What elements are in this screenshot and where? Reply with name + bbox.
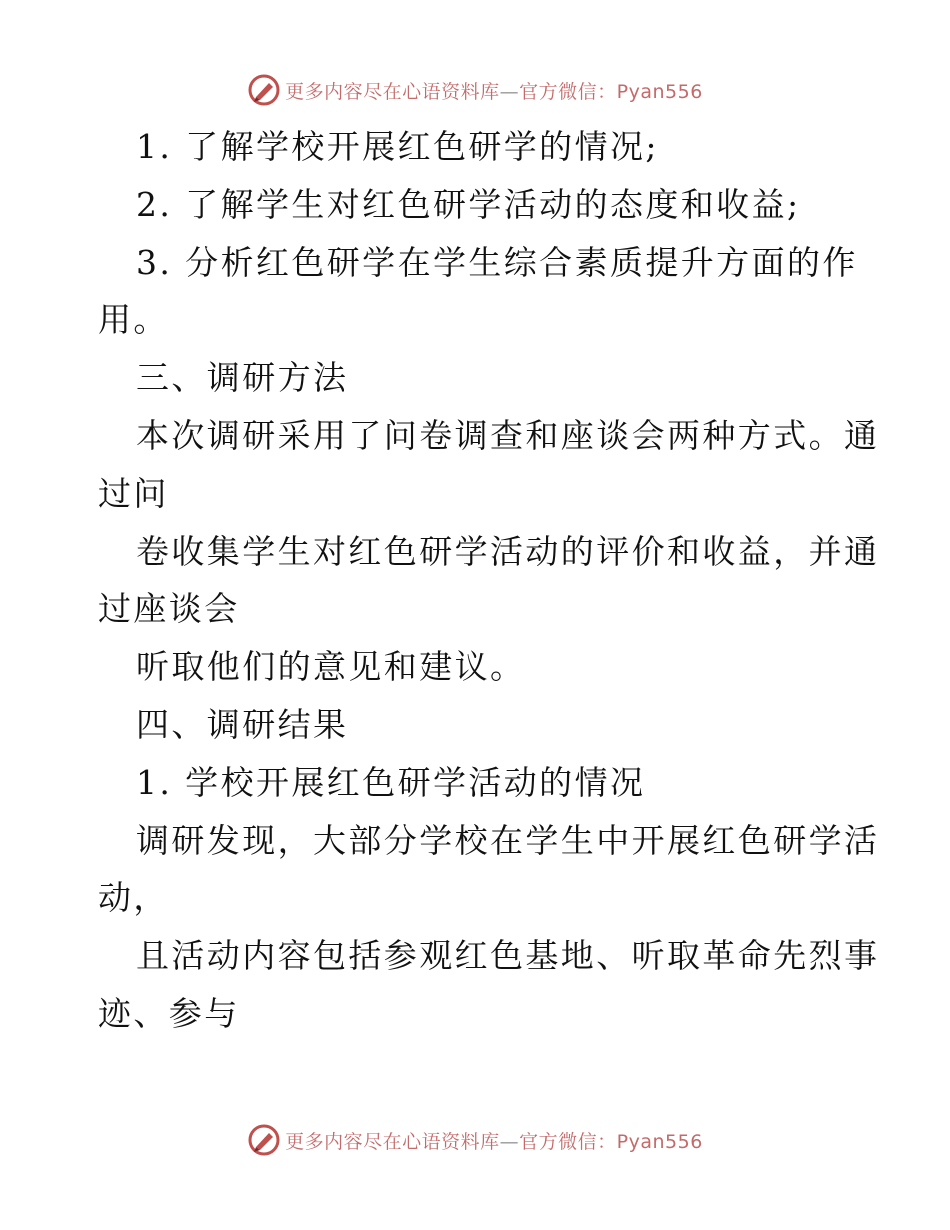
- body-line: 2. 了解学生对红色研学活动的态度和收益;: [136, 184, 801, 224]
- watermark-separator: —: [499, 1130, 520, 1153]
- body-line: 卷收集学生对红色研学活动的评价和收益，并通: [136, 531, 880, 571]
- section-heading: 三、调研方法: [136, 358, 349, 398]
- body-line: 迹、参与: [98, 993, 240, 1033]
- body-line: 3. 分析红色研学在学生综合素质提升方面的作: [136, 242, 858, 282]
- pen-logo-icon: [247, 73, 281, 107]
- document-body: [98, 118, 880, 1043]
- watermark-extra: 官方微信：Pyan556: [519, 1130, 703, 1153]
- watermark-text: [285, 1127, 703, 1154]
- footer-watermark: [0, 1122, 950, 1158]
- body-line: 过座谈会: [98, 589, 240, 629]
- body-line: 过问: [98, 473, 169, 513]
- body-line: 用。: [98, 300, 169, 340]
- body-line: 动，: [98, 878, 169, 918]
- subsection-heading: 1. 学校开展红色研学活动的情况: [136, 762, 646, 802]
- watermark-extra: 官方微信：Pyan556: [519, 80, 703, 103]
- watermark-text: [285, 77, 703, 104]
- body-line: 听取他们的意见和建议。: [136, 647, 526, 687]
- watermark-main: 更多内容尽在心语资料库: [285, 80, 500, 103]
- body-line: 调研发现，大部分学校在学生中开展红色研学活: [136, 820, 880, 860]
- body-line: 本次调研采用了问卷调查和座谈会两种方式。通: [136, 415, 880, 455]
- body-line: 且活动内容包括参观红色基地、听取革命先烈事: [136, 936, 880, 976]
- header-watermark: [0, 72, 950, 108]
- body-line: 1. 了解学校开展红色研学的情况;: [136, 127, 659, 166]
- watermark-main: 更多内容尽在心语资料库: [285, 1130, 500, 1153]
- watermark-separator: —: [499, 80, 520, 103]
- section-heading: 四、调研结果: [136, 704, 349, 744]
- pen-logo-icon: [247, 1123, 281, 1157]
